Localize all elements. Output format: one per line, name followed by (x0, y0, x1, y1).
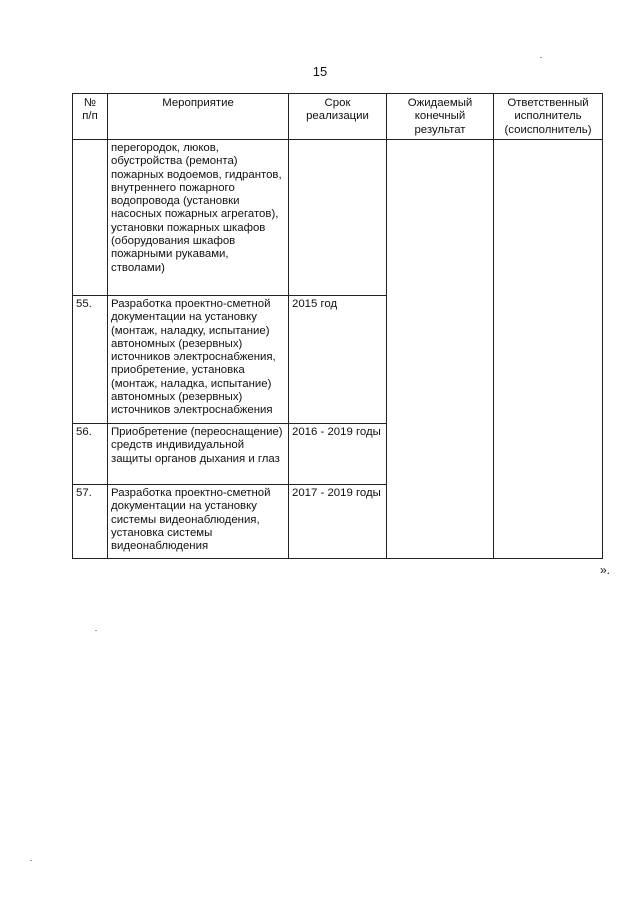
cell-number-empty (73, 140, 108, 296)
cell-term: 2016 - 2019 годы (289, 424, 387, 485)
cell-activity-continuation: перегородок, люков, обустройства (ремонта) пожарных водоемов, гидрантов, внутреннего пожарного водопровода (установки насосных пожарных агрегатов), установки пожарных шкафов (оборудования шкафов пожарными рукавами, стволами) (108, 140, 289, 296)
table-header-row (73, 94, 603, 140)
cell-activity: Приобретение (переоснащение) средств индивидуальной защиты органов дыхания и глаз (108, 424, 289, 485)
header-number: № п/п (73, 94, 108, 140)
scan-speck (540, 57, 542, 58)
table-row-continuation (73, 140, 603, 296)
page-number: 15 (312, 64, 328, 79)
scan-speck (95, 630, 97, 631)
header-expected-result: Ожидаемый конечный результат (387, 94, 494, 140)
cell-number: 56. (73, 424, 108, 485)
cell-number: 55. (73, 296, 108, 424)
cell-term-empty (289, 140, 387, 296)
cell-term: 2015 год (289, 296, 387, 424)
cell-activity: Разработка проектно-сметной документации на установку (монтаж, наладку, испытание) автономных (резервных) источников электроснабжения, приобретение, установка (монтаж, наладка, испытание) автономных (резервных) источников электроснабжения (108, 296, 289, 424)
header-term: Срок реализации (289, 94, 387, 140)
cell-number: 57. (73, 485, 108, 559)
cell-activity: Разработка проектно-сметной документации на установку системы видеонаблюдения, установка системы видеонаблюдения (108, 485, 289, 559)
header-responsible: Ответственный исполнитель (соисполнитель) (494, 94, 603, 140)
cell-expected-result-merged (387, 140, 494, 559)
header-activity: Мероприятие (108, 94, 289, 140)
cell-term: 2017 - 2019 годы (289, 485, 387, 559)
activities-table (72, 93, 603, 559)
cell-responsible-merged (494, 140, 603, 559)
scan-speck (30, 860, 32, 861)
closing-quote-mark: ». (600, 563, 611, 577)
